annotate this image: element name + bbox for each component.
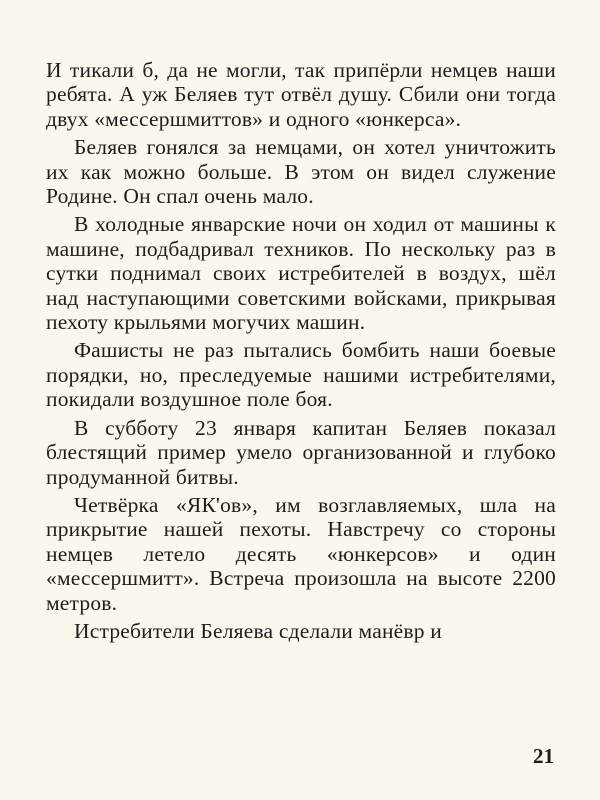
paragraph-5: В субботу 23 января капитан Беляев показал блестящий пример умело организованной и глубоко продуманной битвы. bbox=[46, 415, 556, 489]
paragraph-7: Истребители Беляева сделали манёвр и bbox=[74, 618, 442, 643]
body-text bbox=[46, 58, 556, 643]
paragraph-1: И тикали б, да не могли, так припёрли немцев наши ребята. А уж Беляев тут отвёл душу. Сбили они тогда двух «мессершмиттов» и одного «юнкерса». bbox=[46, 58, 556, 131]
paragraph-6: Четвёрка «ЯК'ов», им возглавляемых, шла на прикрытие нашей пехоты. Навстречу со стороны немцев летело десять «юнкерсов» и один «мессершмитт». Встреча произошла на высоте 2200 метров. bbox=[46, 492, 556, 615]
paragraph-2: Беляев гонялся за немцами, он хотел уничтожить их как можно больше. В этом он видел служение Родине. Он спал очень мало. bbox=[46, 135, 556, 209]
paragraph-4: Фашисты не раз пытались бомбить наши боевые порядки, но, преследуемые нашими истребителями, покидали воздушное поле боя. bbox=[46, 338, 556, 412]
paragraph-3: В холодные январские ночи он ходил от машины к машине, подбадривал техников. По нескольку раз в сутки поднимал своих истребителей в воздух, шёл над наступающими советскими войсками, прикрывая пехоту крыльями могучих машин. bbox=[46, 212, 556, 335]
page-number: 21 bbox=[533, 744, 554, 768]
